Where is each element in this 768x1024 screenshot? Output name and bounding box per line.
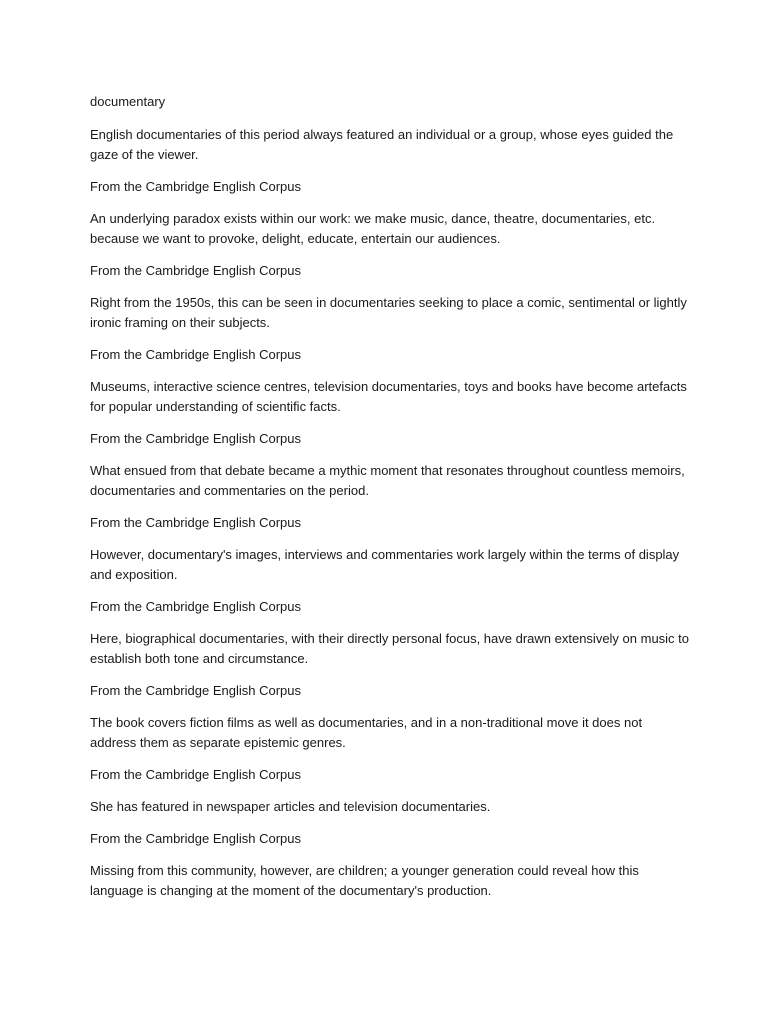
example-sentence: However, documentary's images, interviews and commentaries work largely within the terms of display and exposition. bbox=[90, 547, 680, 582]
example-source: From the Cambridge English Corpus bbox=[90, 683, 301, 698]
example-sentence: What ensued from that debate became a mythic moment that resonates throughout countless memoirs, documentaries and commentaries on the period. bbox=[90, 463, 685, 498]
example-sentence: Right from the 1950s, this can be seen in documentaries seeking to place a comic, sentimental or lightly ironic framing on their subjects. bbox=[90, 295, 687, 330]
example-source: From the Cambridge English Corpus bbox=[90, 263, 301, 278]
example-9 bbox=[90, 797, 690, 849]
example-5 bbox=[90, 461, 690, 533]
headword: documentary bbox=[90, 94, 166, 109]
document-page bbox=[90, 92, 690, 913]
example-sentence: She has featured in newspaper articles and television documentaries. bbox=[90, 799, 491, 814]
example-source: From the Cambridge English Corpus bbox=[90, 347, 301, 362]
example-sentence: An underlying paradox exists within our work: we make music, dance, theatre, documentaries, etc. because we want to provoke, delight, educate, entertain our audiences. bbox=[90, 211, 656, 246]
example-source: From the Cambridge English Corpus bbox=[90, 431, 301, 446]
example-10 bbox=[90, 861, 690, 901]
example-source: From the Cambridge English Corpus bbox=[90, 767, 301, 782]
example-sentence: English documentaries of this period always featured an individual or a group, whose eyes guided the gaze of the viewer. bbox=[90, 127, 674, 162]
example-sentence: Here, biographical documentaries, with their directly personal focus, have drawn extensively on music to establish both tone and circumstance. bbox=[90, 631, 690, 666]
example-sentence: Missing from this community, however, are children; a younger generation could reveal how this language is changing at the moment of the documentary's production. bbox=[90, 863, 639, 898]
example-3 bbox=[90, 293, 690, 365]
example-sentence: The book covers fiction films as well as documentaries, and in a non-traditional move it does not address them as separate epistemic genres. bbox=[90, 715, 643, 750]
example-2 bbox=[90, 209, 690, 281]
example-source: From the Cambridge English Corpus bbox=[90, 179, 301, 194]
example-sentence: Museums, interactive science centres, television documentaries, toys and books have become artefacts for popular understanding of scientific facts. bbox=[90, 379, 687, 414]
example-8 bbox=[90, 713, 690, 785]
example-source: From the Cambridge English Corpus bbox=[90, 831, 301, 846]
example-6 bbox=[90, 545, 690, 617]
example-4 bbox=[90, 377, 690, 449]
example-1 bbox=[90, 125, 690, 197]
example-7 bbox=[90, 629, 690, 701]
example-source: From the Cambridge English Corpus bbox=[90, 599, 301, 614]
example-source: From the Cambridge English Corpus bbox=[90, 515, 301, 530]
